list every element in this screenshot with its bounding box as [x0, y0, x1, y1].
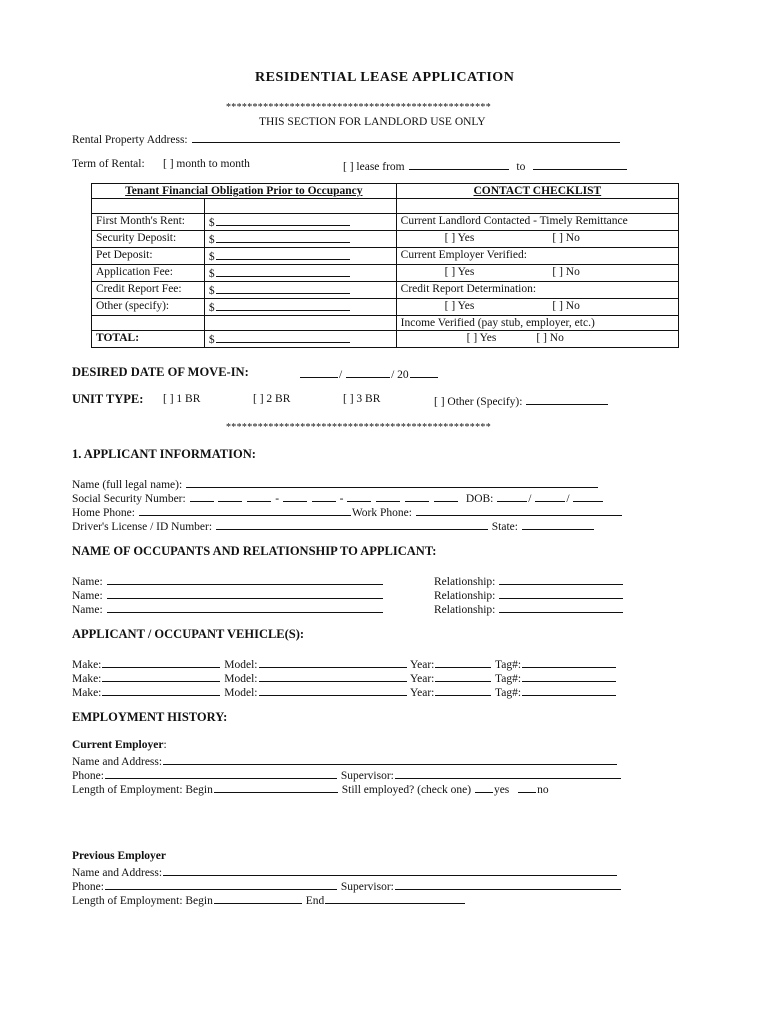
model-label: Model:: [224, 659, 258, 671]
ssn-field[interactable]: [434, 490, 458, 502]
checklist-yes-no[interactable]: [396, 299, 678, 316]
begin-label: Length of Employment: Begin: [72, 784, 213, 796]
make-label: Make:: [72, 673, 102, 685]
rental-address-label: Rental Property Address:: [72, 134, 188, 146]
year-label: Year:: [409, 673, 435, 685]
state-label: State:: [491, 521, 518, 533]
ssn-dash: -: [275, 493, 280, 505]
checklist-yes-no[interactable]: [396, 331, 678, 348]
year-field[interactable]: [435, 670, 491, 682]
tag-field[interactable]: [522, 670, 616, 682]
year-label: Year:: [409, 687, 435, 699]
employment-length-row: [72, 781, 549, 797]
ssn-label: Social Security Number:: [72, 493, 186, 505]
fee-label: Pet Deposit:: [92, 248, 205, 265]
rental-address-field[interactable]: [192, 131, 620, 143]
ssn-dash: -: [339, 493, 344, 505]
occupant-name-label: Name:: [72, 590, 103, 602]
ssn-field[interactable]: [376, 490, 400, 502]
applicant-heading: 1. APPLICANT INFORMATION:: [72, 447, 256, 461]
occupant-name-label: Name:: [72, 604, 103, 616]
move-in-label: DESIRED DATE OF MOVE-IN:: [72, 365, 249, 379]
year-label: Year:: [409, 659, 435, 671]
relationship-label: Relationship:: [434, 576, 496, 588]
license-row: [72, 518, 595, 534]
end-label: End: [305, 895, 325, 907]
work-phone-label: Work Phone:: [351, 507, 412, 519]
vehicle-row: [72, 684, 617, 700]
phone-field[interactable]: [105, 878, 337, 890]
unit-other-checkbox[interactable]: [ ] Other (Specify):: [434, 396, 523, 408]
occupants-heading: NAME OF OCCUPANTS AND RELATIONSHIP TO APPLICANT:: [72, 544, 437, 558]
phone-field[interactable]: [105, 767, 337, 779]
checklist-yes-no[interactable]: [396, 265, 678, 282]
move-in-date[interactable]: / / 20: [299, 366, 439, 382]
model-label: Model:: [224, 687, 258, 699]
current-employer-heading: [72, 739, 167, 752]
relationship-field[interactable]: [499, 573, 623, 585]
landlord-use-label: THIS SECTION FOR LANDLORD USE ONLY: [259, 116, 486, 128]
relationship-label: Relationship:: [434, 604, 496, 616]
name-address-field[interactable]: [163, 753, 617, 765]
supervisor-label: Supervisor:: [340, 770, 394, 782]
unit-1br-checkbox[interactable]: [ ] 1 BR: [163, 393, 201, 405]
no-label: no: [537, 784, 549, 796]
colon: :: [163, 739, 167, 751]
term-label: Term of Rental:: [72, 158, 145, 170]
unit-other-field[interactable]: [526, 393, 608, 405]
no-checkbox[interactable]: [ ] No: [552, 266, 580, 278]
yes-checkbox[interactable]: [ ] Yes: [444, 232, 475, 244]
begin-label: Length of Employment: Begin: [72, 895, 213, 907]
occupant-row: [72, 601, 384, 617]
lease-from-field[interactable]: [409, 158, 509, 170]
fee-label: Other (specify):: [92, 299, 205, 316]
fee-label: Security Deposit:: [92, 231, 205, 248]
still-employed-label: Still employed? (check one): [341, 784, 472, 796]
supervisor-field[interactable]: [395, 878, 621, 890]
lease-to-label: to: [516, 161, 526, 173]
employment-length-row: [72, 892, 466, 908]
ssn-field[interactable]: [312, 490, 336, 502]
home-phone-field[interactable]: [139, 504, 351, 516]
yes-label: yes: [493, 784, 510, 796]
separator-stars: **************************************************: [226, 102, 491, 113]
no-checkbox[interactable]: [ ] No: [552, 300, 580, 312]
phone-label: Phone:: [72, 881, 104, 893]
unit-other-row: [434, 393, 609, 409]
no-field[interactable]: [518, 781, 536, 793]
license-label: Driver's License / ID Number:: [72, 521, 213, 533]
year-field[interactable]: [435, 684, 491, 696]
relationship-field[interactable]: [499, 601, 623, 613]
fee-amount[interactable]: $: [204, 214, 396, 231]
begin-field[interactable]: [214, 892, 302, 904]
fee-label: First Month's Rent:: [92, 214, 205, 231]
financial-header: Tenant Financial Obligation Prior to Occupancy: [92, 184, 397, 199]
fee-amount[interactable]: $: [204, 248, 396, 265]
rental-address-row: [72, 131, 621, 147]
ssn-field[interactable]: [283, 490, 307, 502]
vehicles-heading: APPLICANT / OCCUPANT VEHICLE(S):: [72, 627, 305, 641]
end-field[interactable]: [325, 892, 465, 904]
ssn-row: Social Security Number: - - DOB: / /: [72, 490, 604, 506]
occupant-name-field[interactable]: [107, 573, 383, 585]
state-field[interactable]: [522, 518, 594, 530]
lease-from-row: [343, 158, 628, 174]
current-employer-label: Current Employer: [72, 739, 164, 751]
no-checkbox[interactable]: [ ] No: [536, 332, 564, 344]
make-label: Make:: [72, 659, 102, 671]
occupant-name-field[interactable]: [107, 601, 383, 613]
fee-label: Credit Report Fee:: [92, 282, 205, 299]
unit-type-label: UNIT TYPE:: [72, 392, 144, 406]
previous-employer-heading: Previous Employer: [72, 850, 167, 862]
name-address-label: Name and Address:: [72, 756, 163, 768]
model-field[interactable]: [259, 656, 407, 668]
lease-from-checkbox[interactable]: [ ] lease from: [343, 161, 405, 173]
name-address-label: Name and Address:: [72, 867, 163, 879]
applicant-name-label: Name (full legal name):: [72, 479, 183, 491]
work-phone-field[interactable]: [416, 504, 622, 516]
tag-label: Tag#:: [495, 659, 522, 671]
license-field[interactable]: [216, 518, 488, 530]
make-field[interactable]: [102, 656, 220, 668]
begin-field[interactable]: [214, 781, 338, 793]
checklist-item: Income Verified (pay stub, employer, etc.): [396, 316, 678, 331]
dob-field[interactable]: [535, 490, 565, 502]
fee-amount[interactable]: $: [204, 299, 396, 316]
supervisor-field[interactable]: [395, 767, 621, 779]
fee-amount[interactable]: $: [204, 282, 396, 299]
relationship-row: [434, 601, 624, 617]
yes-checkbox[interactable]: [ ] Yes: [466, 332, 497, 344]
tag-field[interactable]: [522, 656, 616, 668]
checklist-item: Credit Report Determination:: [396, 282, 678, 299]
dob-label: DOB:: [465, 493, 494, 505]
occupant-name-field[interactable]: [107, 587, 383, 599]
employment-heading: EMPLOYMENT HISTORY:: [72, 710, 228, 724]
make-label: Make:: [72, 687, 102, 699]
make-field[interactable]: [102, 684, 220, 696]
applicant-name-field[interactable]: [186, 476, 598, 488]
make-field[interactable]: [102, 670, 220, 682]
name-address-field[interactable]: [163, 864, 617, 876]
unit-3br-checkbox[interactable]: [ ] 3 BR: [343, 393, 381, 405]
ssn-field[interactable]: [247, 490, 271, 502]
yes-checkbox[interactable]: [ ] Yes: [444, 300, 475, 312]
no-checkbox[interactable]: [ ] No: [552, 232, 580, 244]
model-field[interactable]: [259, 670, 407, 682]
checklist-header: CONTACT CHECKLIST: [396, 184, 678, 199]
tag-label: Tag#:: [495, 687, 522, 699]
ssn-field[interactable]: [190, 490, 214, 502]
fee-amount[interactable]: $: [204, 231, 396, 248]
supervisor-label: Supervisor:: [340, 881, 394, 893]
yes-field[interactable]: [475, 781, 493, 793]
total-amount[interactable]: $: [204, 331, 396, 348]
month-to-month-checkbox[interactable]: [ ] month to month: [163, 158, 250, 170]
checklist-item: Current Landlord Contacted - Timely Remittance: [396, 214, 678, 231]
tag-label: Tag#:: [495, 673, 522, 685]
dob-field[interactable]: [573, 490, 603, 502]
tag-field[interactable]: [522, 684, 616, 696]
ssn-field[interactable]: [347, 490, 371, 502]
page-title: RESIDENTIAL LEASE APPLICATION: [255, 70, 515, 85]
yes-checkbox[interactable]: [ ] Yes: [444, 266, 475, 278]
ssn-field[interactable]: [218, 490, 242, 502]
phone-label: Phone:: [72, 770, 104, 782]
lease-to-field[interactable]: [533, 158, 627, 170]
model-field[interactable]: [259, 684, 407, 696]
total-label: TOTAL:: [92, 331, 205, 348]
checklist-yes-no[interactable]: [396, 231, 678, 248]
relationship-field[interactable]: [499, 587, 623, 599]
occupant-name-label: Name:: [72, 576, 103, 588]
relationship-label: Relationship:: [434, 590, 496, 602]
dob-field[interactable]: [497, 490, 527, 502]
separator-stars: **************************************************: [226, 422, 491, 433]
fee-amount[interactable]: $: [204, 265, 396, 282]
unit-2br-checkbox[interactable]: [ ] 2 BR: [253, 393, 291, 405]
checklist-item: Current Employer Verified:: [396, 248, 678, 265]
ssn-field[interactable]: [405, 490, 429, 502]
fee-label: Application Fee:: [92, 265, 205, 282]
model-label: Model:: [224, 673, 258, 685]
year-field[interactable]: [435, 656, 491, 668]
home-phone-label: Home Phone:: [72, 507, 135, 519]
financial-contact-table: [91, 183, 679, 348]
